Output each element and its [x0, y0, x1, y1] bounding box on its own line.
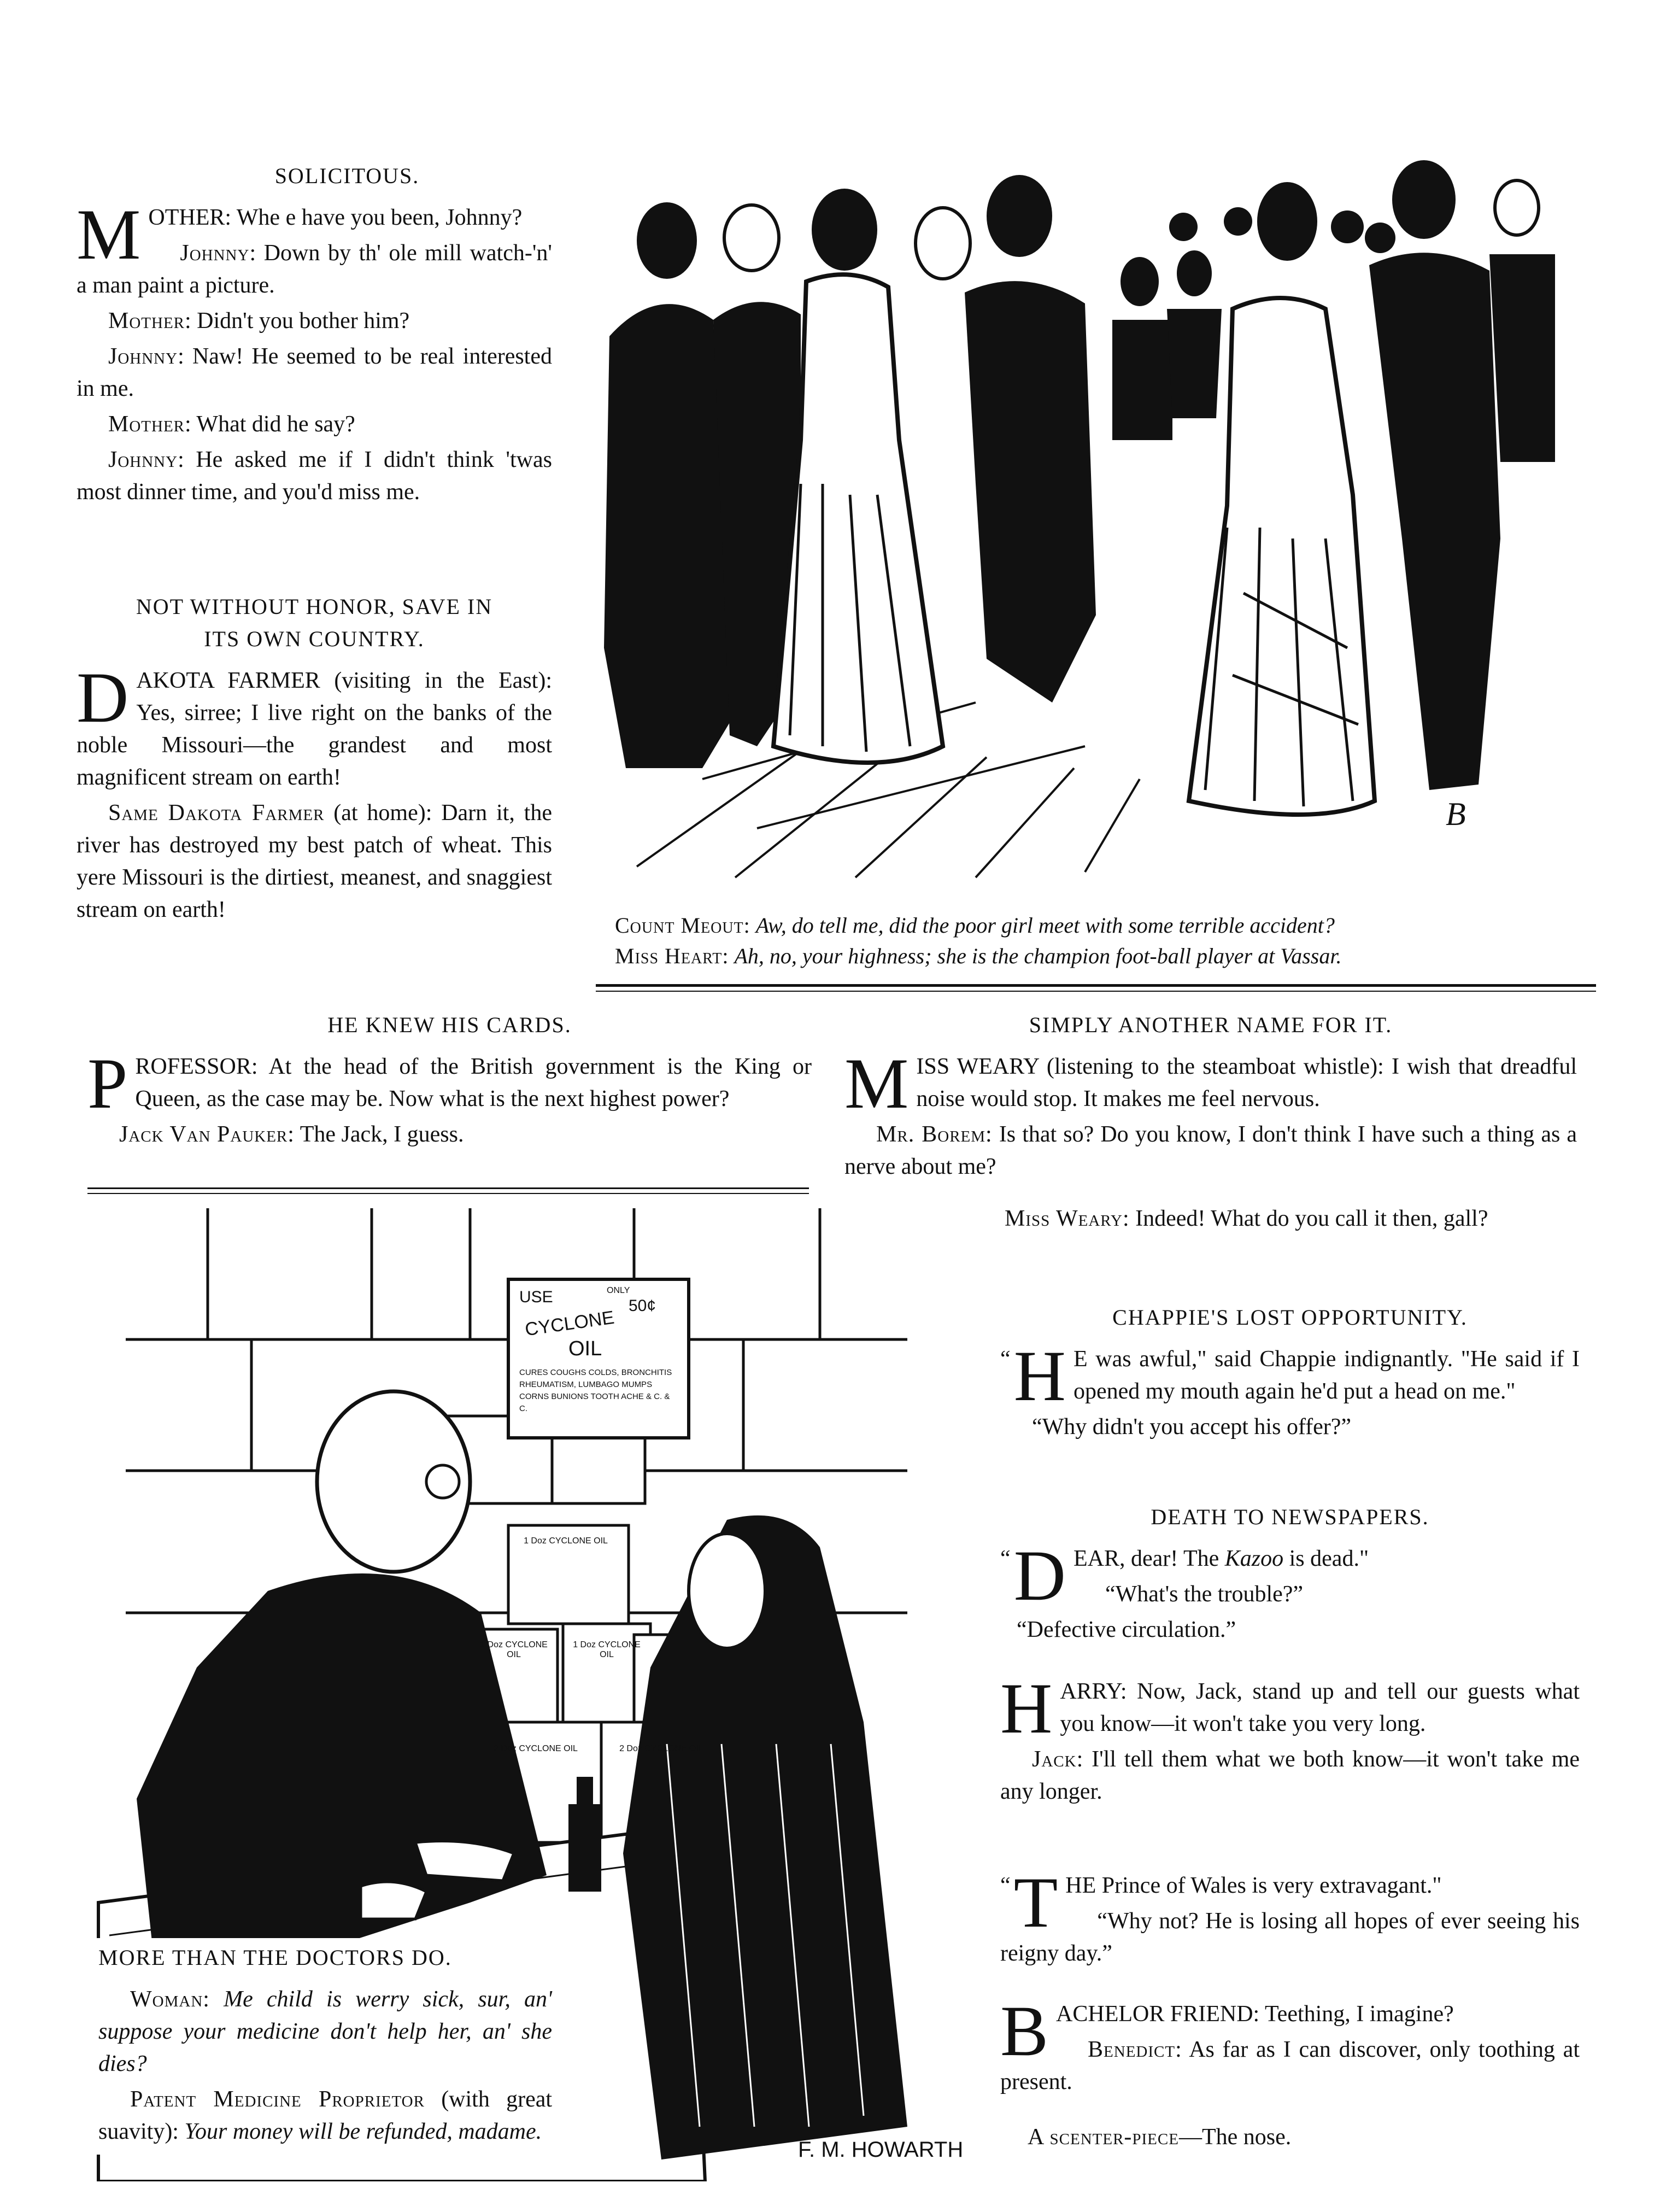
- harry-p2: Jack: I'll tell them what we both know—it won't take me any longer.: [1000, 1747, 1580, 1804]
- shop-sign-only: ONLY: [607, 1286, 630, 1295]
- simply-another-section: [844, 1009, 1577, 1186]
- ballroom-caption-line-1: Count Meout: Aw, do tell me, did the poor girl meet with some terrible accident?: [615, 913, 1335, 938]
- shop-section-divider: [87, 1187, 809, 1189]
- drop-cap-d-2: D: [1013, 1535, 1066, 1616]
- shop-sign-price: 50¢: [629, 1297, 656, 1315]
- he-knew-section: [87, 1009, 812, 1154]
- chappie-p1: “ H E was awful," said Chappie indignantly. "He said if I opened my mouth again he'd put a head on me.": [1000, 1336, 1580, 1416]
- solicitous-line-6: Johnny: He asked me if I didn't think 'twas most dinner time, and you'd miss me.: [77, 447, 552, 505]
- solicitous-line-3: Mother: Didn't you bother him?: [108, 308, 410, 333]
- simply-another-p3: Miss Weary: Indeed! What do you call it then, gall?: [1005, 1206, 1488, 1231]
- drop-cap-t: T: [1013, 1862, 1058, 1942]
- death-title: DEATH TO NEWSPAPERS.: [1151, 1505, 1429, 1529]
- box-label-4: 2 Doz CYCLONE OIL: [494, 1744, 578, 1753]
- solicitous-title: SOLICITOUS.: [274, 163, 420, 188]
- not-without-honor-title-2: ITS OWN COUNTRY.: [204, 627, 425, 651]
- ballroom-signature: B: [1446, 796, 1466, 832]
- shop-sign-brand-2: OIL: [568, 1337, 602, 1360]
- ballroom-caption: [615, 910, 1599, 972]
- shop-sign-use: USE: [519, 1288, 553, 1306]
- solicitous-section: [77, 160, 552, 512]
- he-knew-p1: PROFESSOR: At the head of the British government is the King or Queen, as the case may be. Now what is the next highest power?: [87, 1043, 812, 1123]
- scenter-section: [1028, 2121, 1574, 2154]
- simply-another-section-cont: [973, 1203, 1577, 1238]
- harry-section: [1000, 1668, 1580, 1811]
- more-than-title: MORE THAN THE DOCTORS DO.: [98, 1945, 452, 1970]
- not-without-honor-p1: DAKOTA FARMER (visiting in the East): Yes, sirree; I live right on the banks of the noble Missouri—the grandest and most magnificent stream on earth!: [77, 657, 552, 790]
- simply-another-p1: MISS WEARY (listening to the steamboat whistle): I wish that dreadful noise would stop. It makes me feel nervous.: [844, 1043, 1577, 1123]
- he-knew-title: HE KNEW HIS CARDS.: [327, 1013, 572, 1037]
- harry-p1: HARRY: Now, Jack, stand up and tell our guests what you know—it won't take you very long.: [1000, 1668, 1580, 1748]
- top-section-divider: [596, 984, 1596, 987]
- more-than-p1: Woman: Me child is werry sick, sur, an' suppose your medicine don't help her, an' she dies?: [98, 1987, 553, 2076]
- bachelor-p2: Benedict: As far as I can discover, only toothing at present.: [1000, 2037, 1580, 2094]
- ballroom-illustration: [593, 156, 1593, 897]
- chappie-p2: “Why didn't you accept his offer?”: [1032, 1414, 1352, 1439]
- bachelor-section: [1000, 1991, 1580, 2102]
- box-label-3: 1 Doz CYCLONE OIL: [573, 1640, 641, 1659]
- drop-cap-p: P: [87, 1043, 128, 1123]
- solicitous-line-2: Johnny: Down by th' ole mill watch-'n' a man paint a picture.: [77, 241, 552, 298]
- death-p3: “Defective circulation.”: [1017, 1617, 1236, 1642]
- shop-section-divider-thin: [87, 1193, 809, 1194]
- ballroom-caption-line-2: Miss Heart: Ah, no, your highness; she is the champion foot-ball player at Vassar.: [615, 944, 1342, 968]
- scenter-text: —The nose.: [1178, 2125, 1292, 2150]
- simply-another-title: SIMPLY ANOTHER NAME FOR IT.: [1029, 1013, 1393, 1037]
- drop-cap-m-2: M: [844, 1043, 909, 1123]
- solicitous-line-1: MOTHER: Whe e have you been, Johnny?: [77, 194, 523, 274]
- box-label-5: 2 Doz CYCLONE OIL: [619, 1744, 703, 1753]
- simply-another-p2: Mr. Borem: Is that so? Do you know, I don't think I have such a thing as a nerve about me?: [844, 1122, 1577, 1179]
- prince-p1: “ T HE Prince of Wales is very extravagant.": [1000, 1862, 1442, 1942]
- more-than-section: [93, 1938, 558, 2155]
- scenter-label: A scenter-piece: [1028, 2125, 1179, 2150]
- not-without-honor-section: [77, 590, 552, 929]
- more-than-p2: Patent Medicine Proprietor (with great suavity): Your money will be refunded, madame.: [98, 2087, 553, 2144]
- shop-signature: F. M. HOWARTH: [798, 2138, 964, 2162]
- shop-sign: [514, 1285, 683, 1432]
- not-without-honor-title-1: NOT WITHOUT HONOR, SAVE IN: [136, 594, 493, 619]
- not-without-honor-p2: Same Dakota Farmer (at home): Darn it, the river has destroyed my best patch of wheat. This yere Missouri is the dirtiest, meanest, and snaggiest stream on earth!: [77, 800, 552, 922]
- death-p1: “ D EAR, dear! The Kazoo is dead.": [1000, 1535, 1369, 1616]
- box-label-1: 1 Doz CYCLONE OIL: [524, 1536, 608, 1546]
- prince-section: [1000, 1862, 1580, 1973]
- drop-cap-h-2: H: [1000, 1668, 1053, 1748]
- drop-cap-m: M: [77, 194, 141, 274]
- death-p2: “What's the trouble?”: [1105, 1582, 1304, 1607]
- box-label-2: 1 Doz CYCLONE OIL: [480, 1640, 548, 1659]
- he-knew-p2: Jack Van Pauker: The Jack, I guess.: [119, 1122, 464, 1147]
- death-section: [1000, 1501, 1580, 1649]
- solicitous-line-4: Johnny: Naw! He seemed to be real interested in me.: [77, 344, 552, 401]
- prince-p2: “Why not? He is losing all hopes of ever seeing his reigny day.”: [1000, 1909, 1580, 1966]
- chappie-title: CHAPPIE'S LOST OPPORTUNITY.: [1112, 1305, 1468, 1330]
- drop-cap-b: B: [1000, 1991, 1049, 2071]
- drop-cap-h: H: [1013, 1336, 1066, 1416]
- shop-sign-cures: CURES COUGHS COLDS, BRONCHITIS RHEUMATISM, LUMBAGO MUMPS CORNS BUNIONS TOOTH ACHE & C. & C.: [519, 1368, 672, 1413]
- solicitous-line-5: Mother: What did he say?: [108, 412, 355, 437]
- drop-cap-d: D: [77, 657, 129, 738]
- top-section-divider-thin: [596, 991, 1596, 992]
- chappie-section: [1000, 1301, 1580, 1447]
- bachelor-p1: BACHELOR FRIEND: Teething, I imagine?: [1000, 1991, 1454, 2071]
- shop-sign-brand-1: CYCLONE: [524, 1307, 616, 1341]
